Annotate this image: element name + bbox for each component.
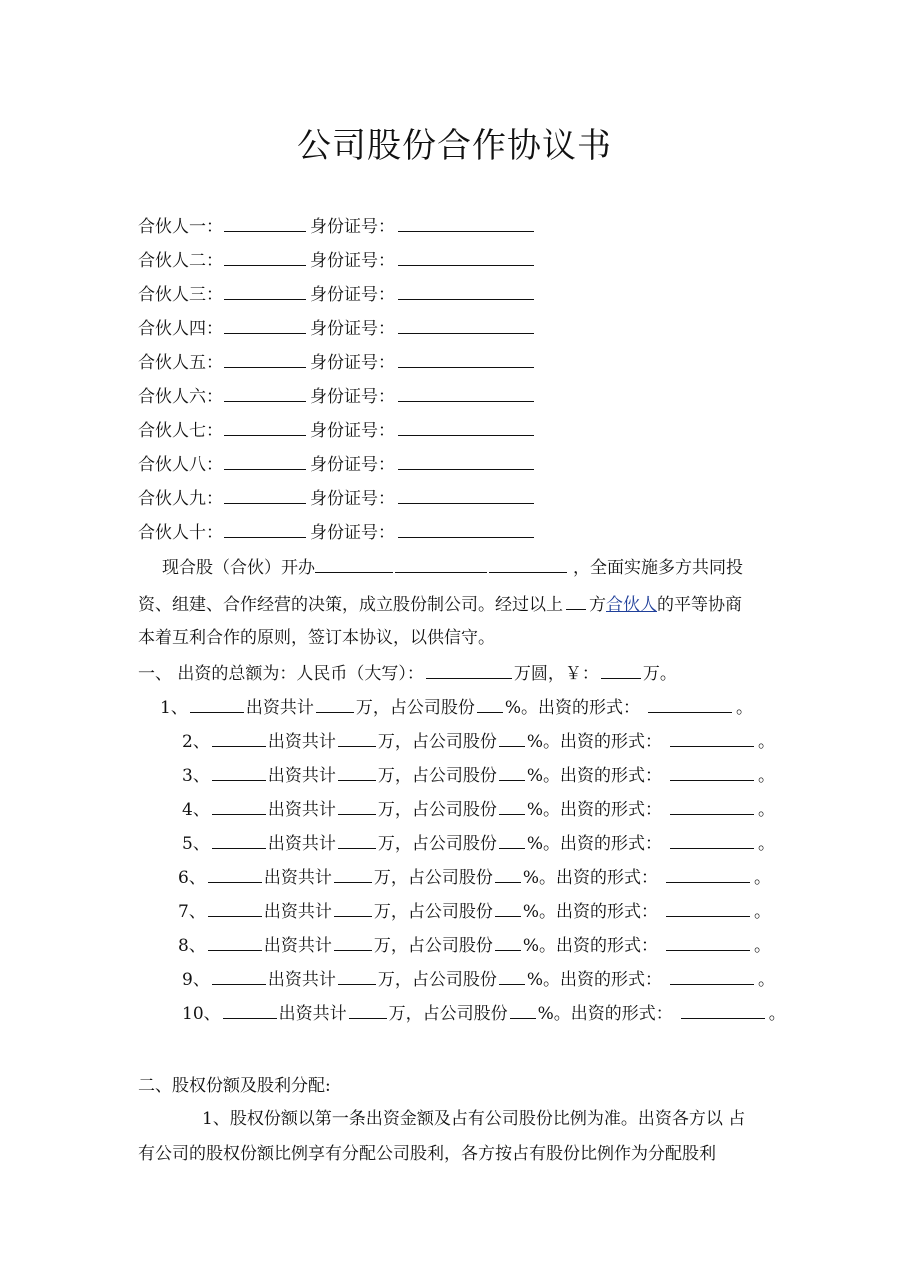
partner-link[interactable]: 合伙人 — [606, 595, 657, 615]
contribution-text: 。 — [757, 834, 775, 854]
partner-name-blank[interactable] — [224, 216, 306, 232]
section-2-heading: 二、股权份额及股利分配: — [138, 1076, 331, 1096]
contribution-text: 出资共计 — [263, 936, 332, 956]
partner-row — [138, 318, 534, 339]
contribution-text: 出资共计 — [267, 970, 336, 990]
partner-row — [138, 522, 534, 543]
contribution-text: 。 — [757, 732, 775, 752]
contribution-number: 2、 — [182, 732, 210, 752]
contribution-text: 。 — [757, 766, 775, 786]
partner-name-blank[interactable] — [224, 284, 306, 300]
share-percent-blank[interactable] — [495, 867, 521, 883]
contribution-text: %。出资的形式： — [526, 732, 662, 752]
intro-text: 现合股（合伙）开办 — [162, 558, 315, 578]
contribution-form-blank[interactable] — [666, 935, 750, 951]
section-1-text: 万。 — [642, 664, 677, 684]
contribution-text: 出资共计 — [267, 766, 336, 786]
contribution-number: 10、 — [182, 1004, 221, 1024]
share-percent-blank[interactable] — [499, 969, 525, 985]
contribution-form-blank[interactable] — [648, 697, 732, 713]
intro-line-3 — [138, 628, 495, 648]
contribution-text: 万，占公司股份 — [377, 800, 497, 820]
partner-name-blank[interactable] — [224, 250, 306, 266]
section-1-text: 万圆，￥： — [513, 664, 599, 684]
partner-name-blank[interactable] — [224, 318, 306, 334]
contribution-text: 出资共计 — [267, 732, 336, 752]
contribution-row — [160, 697, 753, 718]
partner-label: 合伙人七： — [138, 421, 223, 441]
share-percent-blank[interactable] — [499, 765, 525, 781]
id-number-blank[interactable] — [398, 386, 534, 402]
id-number-blank[interactable] — [398, 250, 534, 266]
contribution-text: 万，占公司股份 — [377, 970, 497, 990]
partner-row — [138, 488, 534, 509]
amount-blank[interactable] — [334, 935, 372, 951]
contribution-text: 。 — [768, 1004, 786, 1024]
contribution-form-blank[interactable] — [670, 765, 754, 781]
section-1-heading — [138, 663, 677, 684]
contribution-text: %。出资的形式： — [522, 902, 658, 922]
contribution-form-blank[interactable] — [681, 1003, 765, 1019]
contribution-number: 3、 — [182, 766, 210, 786]
section-1-text: 一、 出资的总额为：人民币（大写）： — [138, 664, 424, 684]
id-label: 身份证号： — [310, 251, 395, 271]
partner-name-blank[interactable] — [224, 420, 306, 436]
contribution-number: 6、 — [178, 868, 206, 888]
company-name-blank-3[interactable] — [489, 557, 567, 573]
contribution-text: 。 — [735, 698, 753, 718]
partner-label: 合伙人四： — [138, 319, 223, 339]
id-label: 身份证号： — [310, 421, 395, 441]
partner-label: 合伙人六： — [138, 387, 223, 407]
contribution-text: %。出资的形式： — [537, 1004, 673, 1024]
intro-line-1 — [162, 557, 743, 578]
contribution-form-blank[interactable] — [670, 731, 754, 747]
id-label: 身份证号： — [310, 319, 395, 339]
partner-label: 合伙人九： — [138, 489, 223, 509]
contribution-text: %。出资的形式： — [526, 766, 662, 786]
contribution-text: %。出资的形式： — [522, 936, 658, 956]
id-label: 身份证号： — [310, 489, 395, 509]
contribution-text: 万，占公司股份 — [373, 902, 493, 922]
section-2-para-line-2: 有公司的股权份额比例享有分配公司股利，各方按占有股份比例作为分配股利 — [138, 1144, 716, 1164]
contribution-text: 万，占公司股份 — [373, 936, 493, 956]
contribution-row — [178, 867, 771, 888]
share-percent-blank[interactable] — [499, 833, 525, 849]
partner-label: 合伙人三： — [138, 285, 223, 305]
contribution-text: 万，占公司股份 — [377, 834, 497, 854]
company-name-blank-2[interactable] — [395, 557, 487, 573]
contribution-form-blank[interactable] — [666, 867, 750, 883]
contribution-number: 4、 — [182, 800, 210, 820]
contribution-text: %。出资的形式： — [526, 970, 662, 990]
contribution-text: %。出资的形式： — [504, 698, 640, 718]
partner-name-blank[interactable] — [224, 352, 306, 368]
contribution-number: 1、 — [160, 698, 188, 718]
partner-row — [138, 454, 534, 475]
contribution-row — [182, 731, 775, 752]
partner-name-blank[interactable] — [224, 488, 306, 504]
contribution-row — [182, 833, 775, 854]
share-percent-blank[interactable] — [495, 901, 521, 917]
contribution-row — [182, 1003, 786, 1024]
id-label: 身份证号： — [310, 285, 395, 305]
id-number-blank[interactable] — [398, 420, 534, 436]
contribution-text: 万，占公司股份 — [355, 698, 475, 718]
contribution-text: 万，占公司股份 — [388, 1004, 508, 1024]
contribution-text: %。出资的形式： — [526, 834, 662, 854]
contribution-text: 万，占公司股份 — [377, 732, 497, 752]
amount-blank[interactable] — [338, 969, 376, 985]
intro-text: 方 — [589, 595, 606, 615]
contribution-text: 出资共计 — [263, 868, 332, 888]
total-amount-number-blank[interactable] — [601, 663, 641, 679]
contribution-row — [178, 935, 771, 956]
amount-blank[interactable] — [349, 1003, 387, 1019]
amount-blank[interactable] — [334, 867, 372, 883]
section-2-para-line-1: 1、股权份额以第一条出资金额及占有公司股份比例为准。出资各方以 占 — [202, 1109, 746, 1129]
contribution-text: 出资共计 — [263, 902, 332, 922]
partner-name-blank[interactable] — [224, 522, 306, 538]
contribution-text: %。出资的形式： — [526, 800, 662, 820]
contribution-text: 。 — [757, 800, 775, 820]
document-title: 公司股份合作协议书 — [297, 126, 612, 166]
amount-blank[interactable] — [334, 901, 372, 917]
amount-blank[interactable] — [316, 697, 354, 713]
intro-text: 的平等协商 — [657, 595, 742, 615]
contribution-row — [182, 765, 775, 786]
intro-text: ，全面实施多方共同投 — [573, 558, 743, 578]
contributor-blank[interactable] — [212, 765, 266, 781]
contribution-number: 8、 — [178, 936, 206, 956]
total-amount-words-blank[interactable] — [426, 663, 512, 679]
share-percent-blank[interactable] — [499, 799, 525, 815]
partner-label: 合伙人一： — [138, 217, 223, 237]
contribution-text: 。 — [753, 868, 771, 888]
id-number-blank[interactable] — [398, 488, 534, 504]
contributor-blank[interactable] — [212, 731, 266, 747]
contributor-blank[interactable] — [212, 799, 266, 815]
id-label: 身份证号： — [310, 217, 395, 237]
id-number-blank[interactable] — [398, 284, 534, 300]
contribution-form-blank[interactable] — [670, 969, 754, 985]
contribution-row — [182, 969, 775, 990]
contributor-blank[interactable] — [212, 833, 266, 849]
partner-row — [138, 250, 534, 271]
id-label: 身份证号： — [310, 387, 395, 407]
share-percent-blank[interactable] — [499, 731, 525, 747]
partner-row — [138, 420, 534, 441]
share-percent-blank[interactable] — [510, 1003, 536, 1019]
id-label: 身份证号： — [310, 455, 395, 475]
contribution-form-blank[interactable] — [670, 833, 754, 849]
contribution-text: 。 — [753, 936, 771, 956]
amount-blank[interactable] — [338, 833, 376, 849]
partner-name-blank[interactable] — [224, 386, 306, 402]
partner-row — [138, 216, 534, 237]
id-label: 身份证号： — [310, 353, 395, 373]
intro-text: 本着互利合作的原则，签订本协议，以供信守。 — [138, 628, 495, 648]
contribution-form-blank[interactable] — [666, 901, 750, 917]
intro-text: 资、组建、合作经营的决策，成立股份制公司。经过以上 — [138, 595, 563, 615]
id-number-blank[interactable] — [398, 522, 534, 538]
id-number-blank[interactable] — [398, 318, 534, 334]
partner-row — [138, 352, 534, 373]
contributor-blank[interactable] — [223, 1003, 277, 1019]
contribution-row — [182, 799, 775, 820]
contribution-text: 万，占公司股份 — [373, 868, 493, 888]
contribution-text: 出资共计 — [267, 800, 336, 820]
contribution-text: 。 — [753, 902, 771, 922]
contributor-blank[interactable] — [212, 969, 266, 985]
contributor-blank[interactable] — [208, 901, 262, 917]
id-number-blank[interactable] — [398, 216, 534, 232]
contribution-number: 5、 — [182, 834, 210, 854]
id-number-blank[interactable] — [398, 454, 534, 470]
contribution-form-blank[interactable] — [670, 799, 754, 815]
share-percent-blank[interactable] — [477, 697, 503, 713]
company-name-blank-1[interactable] — [315, 557, 393, 573]
contribution-text: 出资共计 — [278, 1004, 347, 1024]
partner-label: 合伙人十： — [138, 523, 223, 543]
intro-line-2 — [138, 594, 742, 615]
contribution-text: 万，占公司股份 — [377, 766, 497, 786]
contribution-text: 出资共计 — [245, 698, 314, 718]
partner-name-blank[interactable] — [224, 454, 306, 470]
amount-blank[interactable] — [338, 799, 376, 815]
amount-blank[interactable] — [338, 731, 376, 747]
party-count-blank[interactable] — [566, 594, 586, 610]
partner-label: 合伙人八： — [138, 455, 223, 475]
contribution-text: %。出资的形式： — [522, 868, 658, 888]
partner-row — [138, 386, 534, 407]
partner-row — [138, 284, 534, 305]
contribution-text: 。 — [757, 970, 775, 990]
contributor-blank[interactable] — [208, 935, 262, 951]
contributor-blank[interactable] — [190, 697, 244, 713]
contribution-number: 9、 — [182, 970, 210, 990]
partner-label: 合伙人二： — [138, 251, 223, 271]
id-number-blank[interactable] — [398, 352, 534, 368]
contribution-text: 出资共计 — [267, 834, 336, 854]
share-percent-blank[interactable] — [495, 935, 521, 951]
contribution-number: 7、 — [178, 902, 206, 922]
partner-label: 合伙人五： — [138, 353, 223, 373]
contributor-blank[interactable] — [208, 867, 262, 883]
id-label: 身份证号： — [310, 523, 395, 543]
amount-blank[interactable] — [338, 765, 376, 781]
contribution-row — [178, 901, 771, 922]
